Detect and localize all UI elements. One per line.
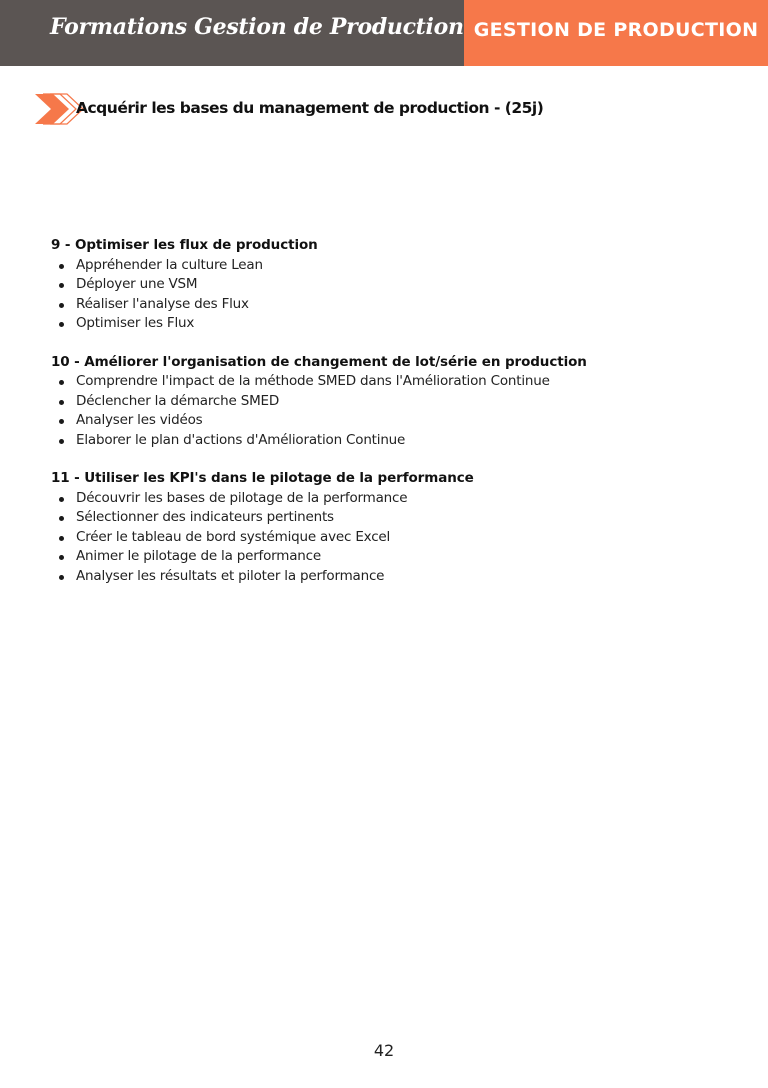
list-item-text: Elaborer le plan d'actions d'Amélioration Continue: [76, 431, 406, 448]
list-item-text: Déployer une VSM: [76, 276, 198, 292]
module-items: [51, 372, 741, 450]
bullet-icon: [59, 303, 64, 308]
page-number: 42: [373, 1041, 395, 1060]
list-item-text: Déclencher la démarche SMED: [76, 392, 280, 409]
bullet-icon: [59, 380, 64, 385]
list-item-text: Analyser les résultats et piloter la performance: [76, 567, 385, 584]
bullet-icon: [59, 516, 64, 521]
module-11: [51, 469, 741, 586]
bullet-icon: [59, 322, 64, 327]
list-item-text: Optimiser les Flux: [76, 315, 195, 331]
list-item: [51, 508, 741, 528]
list-item-text: Créer le tableau de bord systémique avec Excel: [76, 528, 391, 545]
list-item: [51, 489, 741, 509]
list-item-text: Analyser les vidéos: [76, 412, 203, 428]
list-item: [51, 411, 741, 431]
bullet-icon: [59, 497, 64, 502]
list-item: [51, 295, 741, 315]
section-title: Acquérir les bases du management de production - (25j): [76, 99, 544, 117]
list-item: [51, 392, 741, 412]
list-item: [51, 372, 741, 392]
list-item-text: Sélectionner des indicateurs pertinents: [76, 509, 334, 525]
module-list: [51, 236, 741, 605]
bullet-icon: [59, 264, 64, 269]
module-title: 11 - Utiliser les KPI's dans le pilotage de la performance: [51, 470, 474, 486]
list-item: [51, 256, 741, 276]
list-item: [51, 275, 741, 295]
header-category-bar: [464, 0, 768, 66]
module-10: [51, 353, 741, 451]
bullet-icon: [59, 575, 64, 580]
bullet-icon: [59, 536, 64, 541]
module-items: [51, 256, 741, 334]
list-item-text: Appréhender la culture Lean: [76, 256, 263, 273]
document-title: Formations Gestion de Production: [50, 14, 464, 40]
page-header: [0, 0, 768, 66]
bullet-icon: [59, 555, 64, 560]
bullet-icon: [59, 439, 64, 444]
header-title-bar: [0, 0, 464, 66]
module-items: [51, 489, 741, 587]
list-item: [51, 567, 741, 587]
list-item-text: Comprendre l'impact de la méthode SMED dans l'Amélioration Continue: [76, 373, 550, 389]
list-item: [51, 314, 741, 334]
list-item-text: Réaliser l'analyse des Flux: [76, 295, 249, 312]
list-item: [51, 528, 741, 548]
module-title: 9 - Optimiser les flux de production: [51, 237, 318, 253]
module-title: 10 - Améliorer l'organisation de changement de lot/série en production: [51, 353, 587, 370]
list-item-text: Découvrir les bases de pilotage de la performance: [76, 489, 408, 506]
module-9: [51, 236, 741, 334]
category-badge: GESTION DE PRODUCTION: [473, 19, 759, 41]
list-item: [51, 547, 741, 567]
bullet-icon: [59, 283, 64, 288]
bullet-icon: [59, 419, 64, 424]
list-item-text: Animer le pilotage de la performance: [76, 548, 321, 564]
bullet-icon: [59, 400, 64, 405]
list-item: [51, 431, 741, 451]
